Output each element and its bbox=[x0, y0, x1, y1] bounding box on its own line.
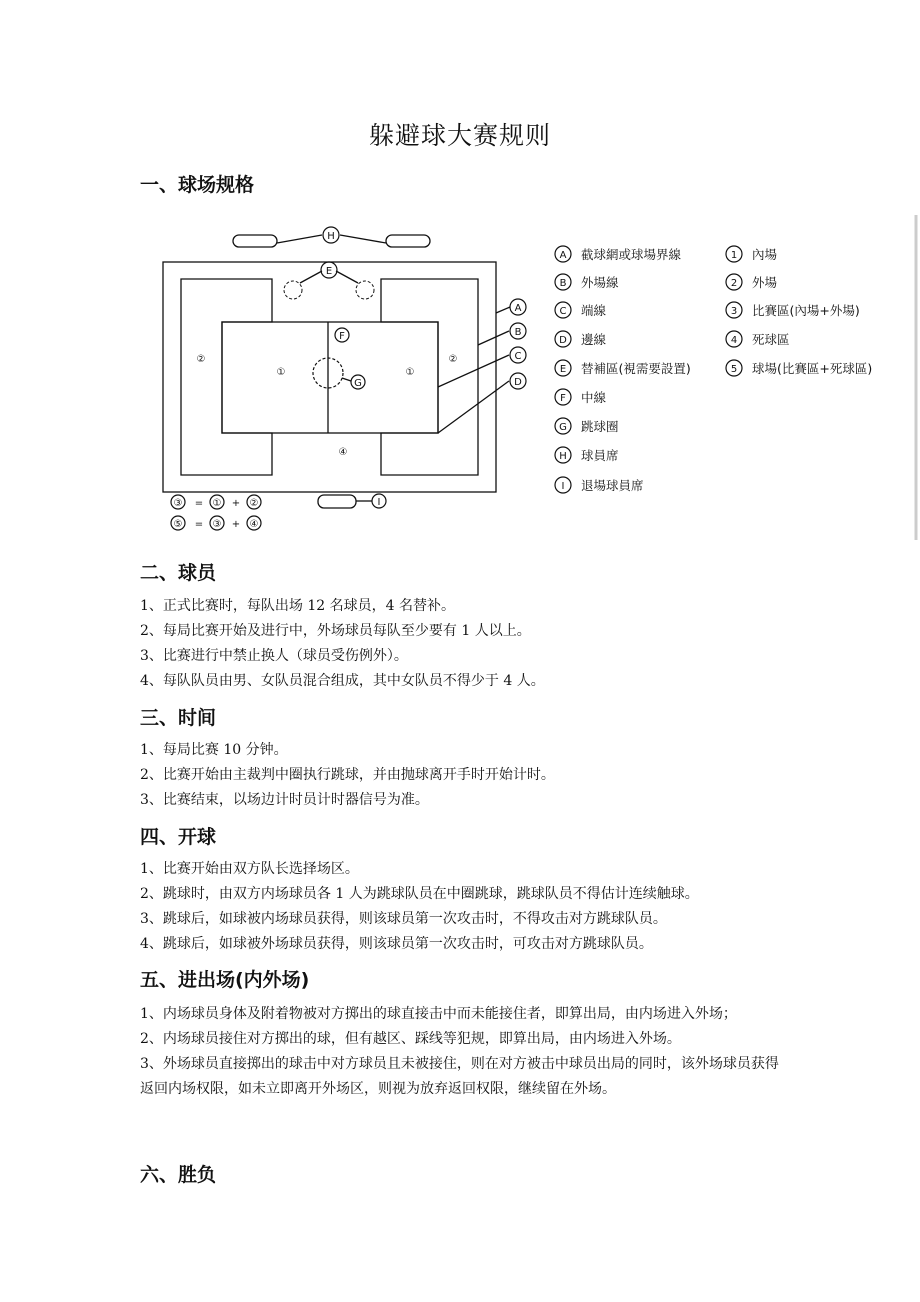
players-rule-list bbox=[140, 594, 790, 694]
rule-item: 3、比赛结束，以场边计时员计时器信号为准。 bbox=[140, 792, 429, 808]
substitute-area-right bbox=[356, 281, 374, 299]
retired-bench bbox=[318, 495, 356, 508]
svg-text:1: 1 bbox=[730, 250, 738, 261]
svg-text:3: 3 bbox=[730, 306, 738, 317]
time-rule-list bbox=[140, 738, 790, 813]
rule-item: 1、内场球员身体及附着物被对方掷出的球直接击中而未能接住者，即算出局，由内场进入外场； bbox=[140, 1006, 737, 1022]
court-number-bottom: ④ bbox=[338, 447, 348, 458]
marker-h-label: H bbox=[327, 231, 335, 242]
svg-text:C: C bbox=[559, 306, 567, 317]
player-bench-left bbox=[233, 235, 277, 247]
rule-item: 3、比赛进行中禁止换人（球员受伤例外）。 bbox=[140, 648, 408, 664]
rule-item: 1、正式比赛时，每队出场 12 名球员，4 名替补。 bbox=[140, 598, 455, 614]
svg-text:E: E bbox=[559, 364, 567, 375]
court-diagram bbox=[150, 215, 920, 545]
marker-g-label: G bbox=[354, 378, 362, 389]
svg-text:A: A bbox=[559, 250, 567, 261]
rule-item: 2、比赛开始由主裁判中圈执行跳球，并由抛球离开手时开始计时。 bbox=[140, 767, 555, 783]
legend-label-h: 球員席 bbox=[581, 448, 619, 463]
rule-item: 1、每局比赛 10 分钟。 bbox=[140, 742, 288, 758]
marker-i-label: I bbox=[377, 497, 381, 508]
svg-text:F: F bbox=[560, 393, 566, 404]
section-heading-time: 三、时间 bbox=[140, 707, 217, 729]
rule-item: 4、跳球后，如球被外场球员获得，则该球员第一次攻击时，可攻击对方跳球队员。 bbox=[140, 936, 653, 952]
section-heading-players: 二、球员 bbox=[140, 562, 217, 584]
svg-text:+: + bbox=[231, 498, 241, 509]
legend-label-4: 死球區 bbox=[752, 332, 790, 347]
marker-d-label: D bbox=[514, 377, 522, 388]
legend-numbers bbox=[726, 246, 872, 376]
inout-rule-list bbox=[140, 1002, 790, 1102]
legend-label-2: 外場 bbox=[752, 275, 778, 290]
marker-f-label: F bbox=[339, 331, 345, 342]
legend-label-g: 跳球圈 bbox=[581, 419, 619, 434]
svg-text:4: 4 bbox=[730, 335, 738, 346]
legend-label-e: 替補區(視需要設置) bbox=[581, 361, 691, 376]
marker-e-label: E bbox=[325, 266, 333, 277]
kickoff-rule-list bbox=[140, 857, 790, 957]
svg-text:B: B bbox=[559, 278, 567, 289]
legend-label-a: 截球網或球場界線 bbox=[581, 247, 682, 262]
rule-item: 4、每队队员由男、女队员混合组成，其中女队员不得少于 4 人。 bbox=[140, 673, 545, 689]
substitute-area-left bbox=[284, 281, 302, 299]
page-title: 躲避球大赛规则 bbox=[368, 121, 551, 150]
legend-label-b: 外場線 bbox=[581, 275, 619, 290]
section-heading-inout: 五、进出场(内外场) bbox=[140, 969, 310, 991]
marker-b-label: B bbox=[514, 327, 522, 338]
legend-label-f: 中線 bbox=[581, 390, 607, 405]
svg-text:⑤: ⑤ bbox=[173, 519, 183, 530]
rule-item: 3、外场球员直接掷出的球击中对方球员且未被接住，则在对方被击中球员出局的同时，该外场球员获得返回内场权限，如未立即离开外场区，则视为放弃返回权限，继续留在外场。 bbox=[140, 1056, 779, 1097]
svg-text:①: ① bbox=[212, 498, 222, 509]
legend-letters bbox=[555, 246, 691, 493]
svg-text:H: H bbox=[559, 451, 567, 462]
svg-text:=: = bbox=[194, 519, 204, 530]
legend-label-5: 球場(比賽區+死球區) bbox=[752, 361, 873, 376]
svg-text:②: ② bbox=[249, 498, 259, 509]
rule-item: 3、跳球后，如球被内场球员获得，则该球员第一次攻击时，不得攻击对方跳球队员。 bbox=[140, 911, 667, 927]
player-bench-right bbox=[386, 235, 430, 247]
rule-item: 2、内场球员接住对方掷出的球，但有越区、踩线等犯规，即算出局，由内场进入外场。 bbox=[140, 1031, 681, 1047]
legend-label-1: 內場 bbox=[752, 247, 778, 262]
svg-text:=: = bbox=[194, 498, 204, 509]
court-number-left-inner: ① bbox=[276, 367, 286, 378]
rule-item: 2、每局比赛开始及进行中，外场球员每队至少要有 1 人以上。 bbox=[140, 623, 531, 639]
svg-text:③: ③ bbox=[173, 498, 183, 509]
svg-text:③: ③ bbox=[212, 519, 222, 530]
rule-item: 1、比赛开始由双方队长选择场区。 bbox=[140, 861, 359, 877]
legend-label-d: 邊線 bbox=[581, 332, 607, 347]
rule-item: 2、跳球时，由双方内场球员各 1 人为跳球队员在中圈跳球，跳球队员不得估计连续触球。 bbox=[140, 886, 699, 902]
outer-court-left bbox=[181, 279, 272, 475]
section-heading-kickoff: 四、开球 bbox=[140, 826, 217, 848]
formula-1 bbox=[171, 495, 261, 509]
legend-label-i: 退場球員席 bbox=[581, 478, 644, 493]
court-number-right-inner: ① bbox=[405, 367, 415, 378]
svg-text:+: + bbox=[231, 519, 241, 530]
formula-2 bbox=[171, 516, 261, 530]
section-heading-court: 一、球场规格 bbox=[140, 174, 255, 196]
legend-label-c: 端線 bbox=[581, 303, 607, 318]
svg-text:I: I bbox=[561, 481, 565, 492]
section-heading-result: 六、胜负 bbox=[140, 1164, 217, 1186]
svg-text:5: 5 bbox=[730, 364, 738, 375]
svg-text:2: 2 bbox=[730, 278, 738, 289]
svg-text:D: D bbox=[559, 335, 567, 346]
court-number-left-outer: ② bbox=[196, 354, 206, 365]
svg-text:④: ④ bbox=[249, 519, 259, 530]
marker-a-label: A bbox=[514, 303, 522, 314]
court-number-right-outer: ② bbox=[448, 354, 458, 365]
outer-court-right bbox=[381, 279, 478, 475]
svg-text:G: G bbox=[559, 422, 567, 433]
court-boundary bbox=[163, 262, 496, 492]
legend-label-3: 比賽區(內場+外場) bbox=[752, 303, 860, 318]
marker-c-label: C bbox=[514, 351, 522, 362]
